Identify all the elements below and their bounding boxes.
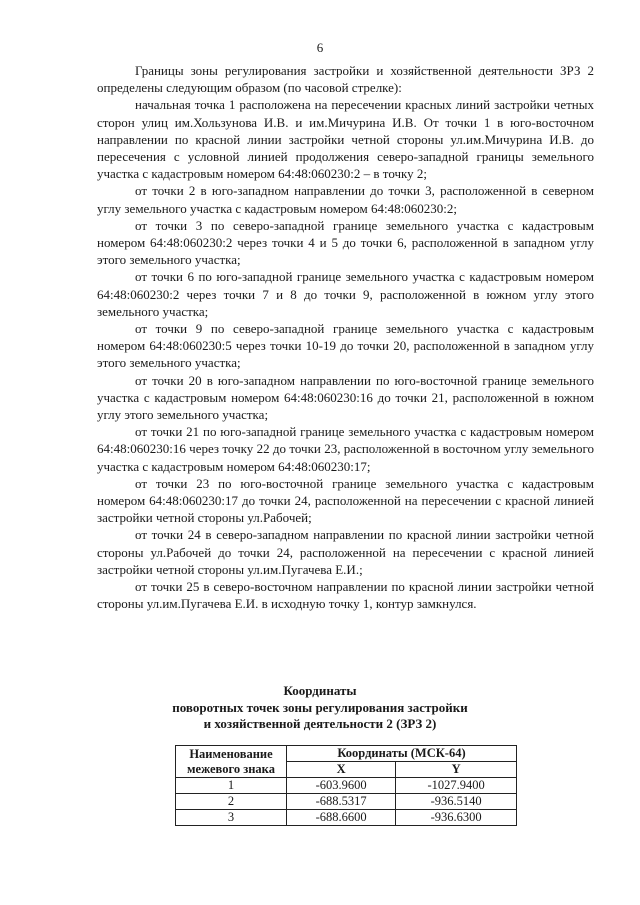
cell-name: 1 — [176, 778, 287, 794]
table-title-line: и хозяйственной деятельности 2 (ЗРЗ 2) — [203, 716, 437, 731]
paragraph: от точки 21 по юго-западной границе земельного участка с кадастровым номером 64:48:060230:16 через точку 22 до точки 23, расположенной в восточном углу земельного участка с кадастровым номером 64:48:060230:17; — [97, 424, 594, 474]
paragraph: от точки 24 в северо-западном направлении по красной линии застройки четной стороны ул.Рабочей до точки 24, расположенной на пересечении с красной линией застройки четной стороны ул.им.Пугачева Е.И.; — [97, 527, 594, 577]
paragraph: Границы зоны регулирования застройки и хозяйственной деятельности ЗРЗ 2 определены следующим образом (по часовой стрелке): — [97, 63, 594, 96]
header-x: X — [287, 762, 396, 778]
table-title-line: поворотных точек зоны регулирования застройки — [172, 699, 468, 715]
paragraph: начальная точка 1 расположена на пересечении красных линий застройки четных сторон улиц им.Хользунова И.В. и им.Мичурина И.В. От точки 1 в юго-восточном направлении по красной линии застройки четной стороны ул.им.Мичурина И.В. до пересечения с условной линией продолжения северо-западной границы земельного участка с кадастровым номером 64:48:060230:2 – в точку 2; — [97, 97, 594, 182]
paragraph: от точки 6 по юго-западной границе земельного участка с кадастровым номером 64:48:060230:2 через точки 7 и 8 до точки 9, расположенной в южном углу этого земельного участка; — [97, 269, 594, 319]
paragraph: от точки 9 по северо-западной границе земельного участка с кадастровым номером 64:48:060230:5 через точки 10-19 до точки 20, расположенной в западном углу этого земельного участка; — [97, 321, 594, 371]
cell-x: -688.6600 — [287, 810, 396, 826]
cell-x: -688.5317 — [287, 794, 396, 810]
paragraph: от точки 3 по северо-западной границе земельного участка с кадастровым номером 64:48:060230:2 через точки 4 и 5 до точки 6, расположенной в западном углу этого земельного участка; — [97, 217, 594, 268]
cell-name: 3 — [176, 810, 287, 826]
paragraph: от точки 20 в юго-западном направлении по юго-восточной границе земельного участка с кадастровым номером 64:48:060230:16 до точки 21, расположенной в южном углу этого земельного участка; — [97, 372, 594, 423]
body-text — [97, 62, 594, 613]
paragraph: от точки 2 в юго-западном направлении до точки 3, расположенной в северном углу земельного участка с кадастровым номером 64:48:060230:2; — [97, 183, 594, 216]
table-row — [176, 794, 517, 810]
cell-y: -936.5140 — [396, 794, 517, 810]
coordinates-table — [175, 745, 517, 826]
header-name: Наименование межевого знака — [176, 746, 287, 778]
header-y: Y — [396, 762, 517, 778]
table-title-line: Координаты — [283, 683, 357, 698]
table-title — [0, 683, 640, 733]
page-number: 6 — [316, 40, 324, 55]
table-row — [176, 810, 517, 826]
cell-x: -603.9600 — [287, 778, 396, 794]
paragraph: от точки 25 в северо-восточном направлении по красной линии застройки четной стороны ул.им.Пугачева Е.И. в исходную точку 1, контур замкнулся. — [97, 579, 594, 612]
cell-y: -936.6300 — [396, 810, 517, 826]
paragraph: от точки 23 по юго-восточной границе земельного участка с кадастровым номером 64:48:060230:17 до точки 24, расположенной на пересечении с красной линией застройки четной стороны ул.Рабочей; — [97, 475, 594, 526]
table-header-row — [176, 746, 517, 762]
table-row — [176, 778, 517, 794]
cell-name: 2 — [176, 794, 287, 810]
header-coords: Координаты (МСК-64) — [287, 746, 517, 762]
cell-y: -1027.9400 — [396, 778, 517, 794]
